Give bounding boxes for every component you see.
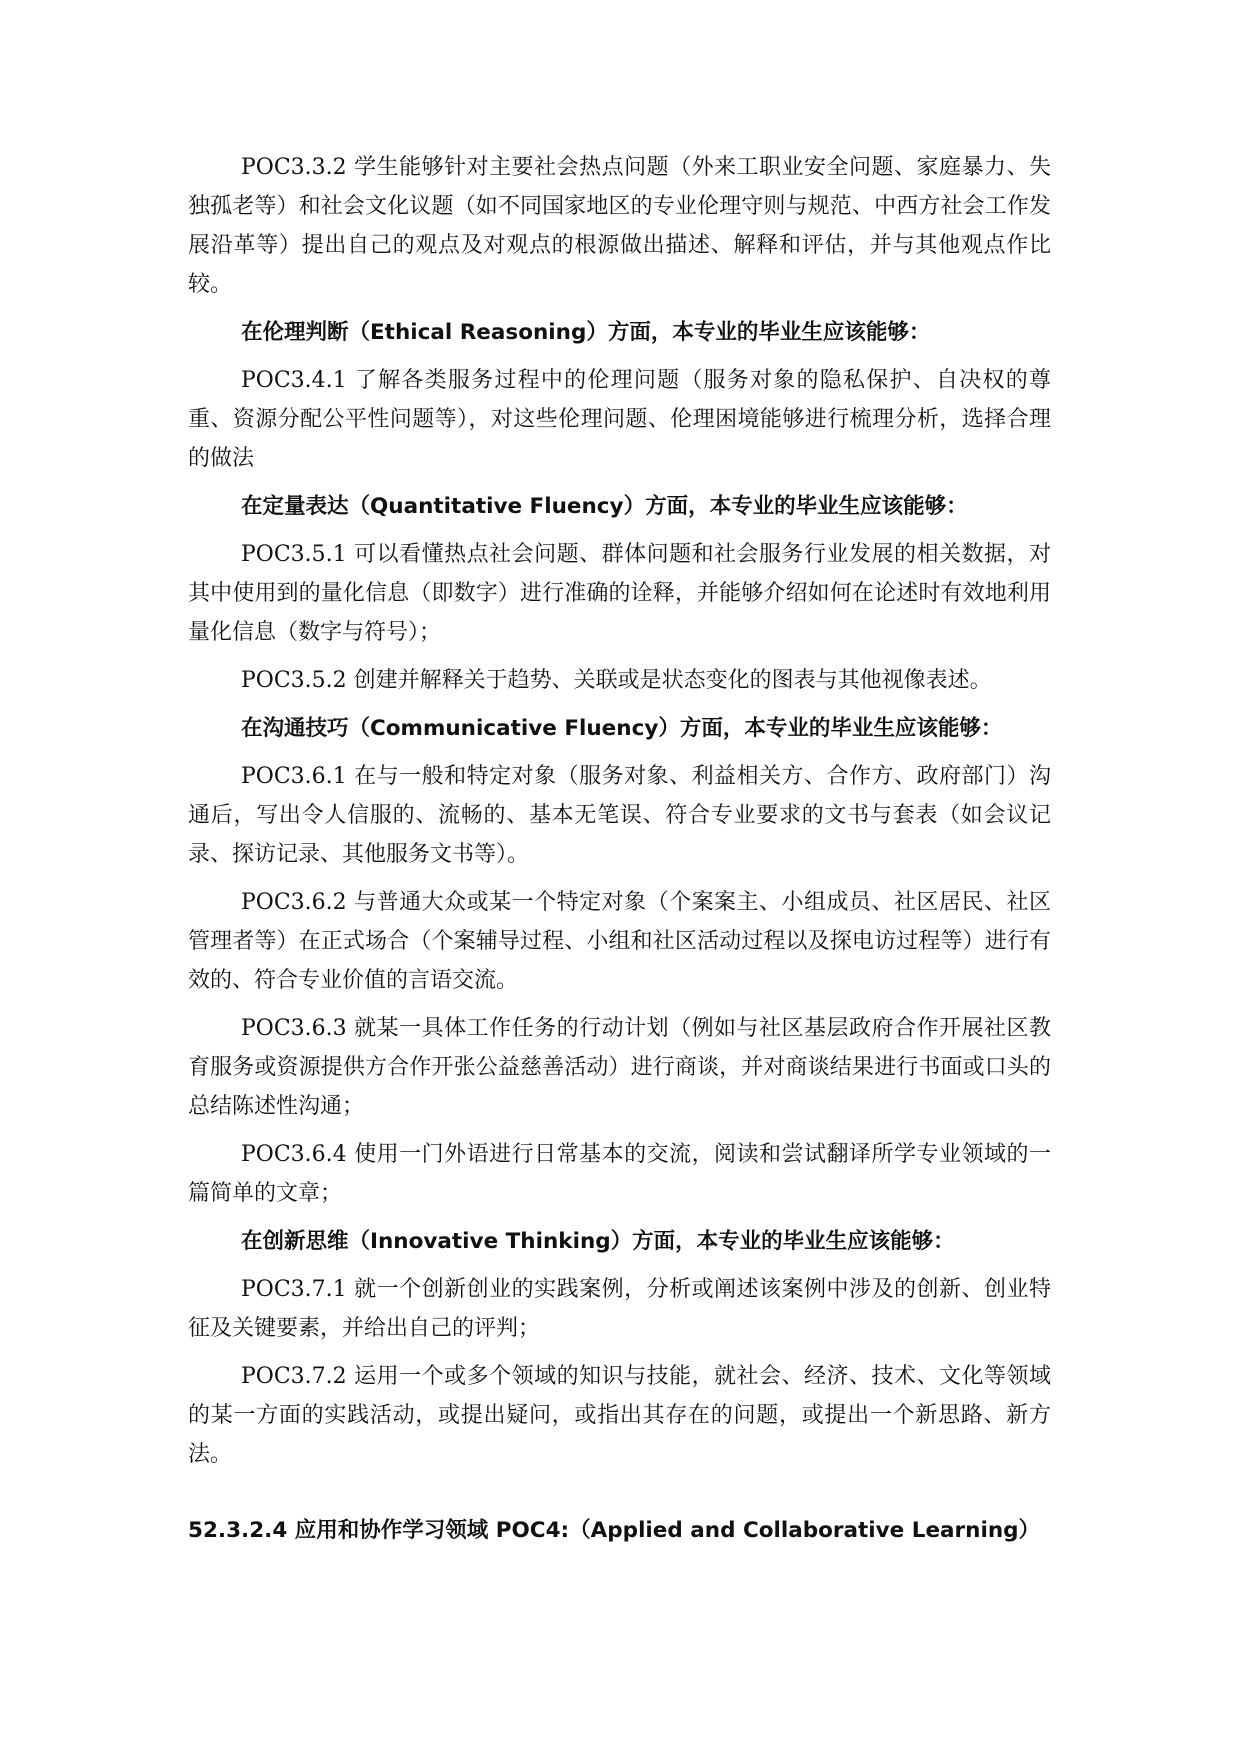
- paragraph-poc-3-6-3: POC3.6.3 就某一具体工作任务的行动计划（例如与社区基层政府合作开展社区教育服务或资源提供方合作开张公益慈善活动）进行商谈，并对商谈结果进行书面或口头的总结陈述性沟通；: [188, 1016, 1051, 1119]
- section-heading-poc4: 52.3.2.4 应用和协作学习领域 POC4:（Applied and Collaborative Learning）: [188, 1518, 1041, 1543]
- heading-quantitative-fluency: 在定量表达（Quantitative Fluency）方面，本专业的毕业生应该能够：: [241, 494, 968, 519]
- paragraph-poc-3-3-2: POC3.3.2 学生能够针对主要社会热点问题（外来工职业安全问题、家庭暴力、失独孤老等）和社会文化议题（如不同国家地区的专业伦理守则与规范、中西方社会工作发展沿革等）提出自己的观点及对观点的根源做出描述、解释和评估，并与其他观点作比较。: [188, 155, 1051, 297]
- paragraph-poc-3-4-1: POC3.4.1 了解各类服务过程中的伦理问题（服务对象的隐私保护、自决权的尊重、资源分配公平性问题等），对这些伦理问题、伦理困境能够进行梳理分析，选择合理的做法: [188, 368, 1051, 471]
- paragraph-poc-3-7-2: POC3.7.2 运用一个或多个领域的知识与技能，就社会、经济、技术、文化等领域的某一方面的实践活动，或提出疑问，或指出其存在的问题，或提出一个新思路、新方法。: [188, 1364, 1051, 1467]
- heading-innovative-thinking: 在创新思维（Innovative Thinking）方面，本专业的毕业生应该能够：: [241, 1229, 955, 1254]
- heading-communicative-fluency: 在沟通技巧（Communicative Fluency）方面，本专业的毕业生应该能够：: [241, 716, 1003, 741]
- paragraph-poc-3-6-4: POC3.6.4 使用一门外语进行日常基本的交流，阅读和尝试翻译所学专业领域的一篇简单的文章；: [188, 1142, 1051, 1206]
- paragraph-poc-3-7-1: POC3.7.1 就一个创新创业的实践案例，分析或阐述该案例中涉及的创新、创业特征及关键要素，并给出自己的评判；: [188, 1277, 1051, 1341]
- paragraph-poc-3-5-1: POC3.5.1 可以看懂热点社会问题、群体问题和社会服务行业发展的相关数据，对其中使用到的量化信息（即数字）进行准确的诠释，并能够介绍如何在论述时有效地利用量化信息（数字与符号）；: [188, 542, 1051, 645]
- paragraph-poc-3-5-2: POC3.5.2 创建并解释关于趋势、关联或是状态变化的图表与其他视像表述。: [241, 668, 992, 693]
- paragraph-poc-3-6-1: POC3.6.1 在与一般和特定对象（服务对象、利益相关方、合作方、政府部门）沟通后，写出令人信服的、流畅的、基本无笔误、符合专业要求的文书与套表（如会议记录、探访记录、其他服务文书等）。: [188, 764, 1051, 867]
- document-page: [188, 148, 1051, 1550]
- paragraph-poc-3-6-2: POC3.6.2 与普通大众或某一个特定对象（个案案主、小组成员、社区居民、社区管理者等）在正式场合（个案辅导过程、小组和社区活动过程以及探电访过程等）进行有效的、符合专业价值的言语交流。: [188, 890, 1051, 993]
- heading-ethical-reasoning: 在伦理判断（Ethical Reasoning）方面，本专业的毕业生应该能够：: [241, 320, 931, 345]
